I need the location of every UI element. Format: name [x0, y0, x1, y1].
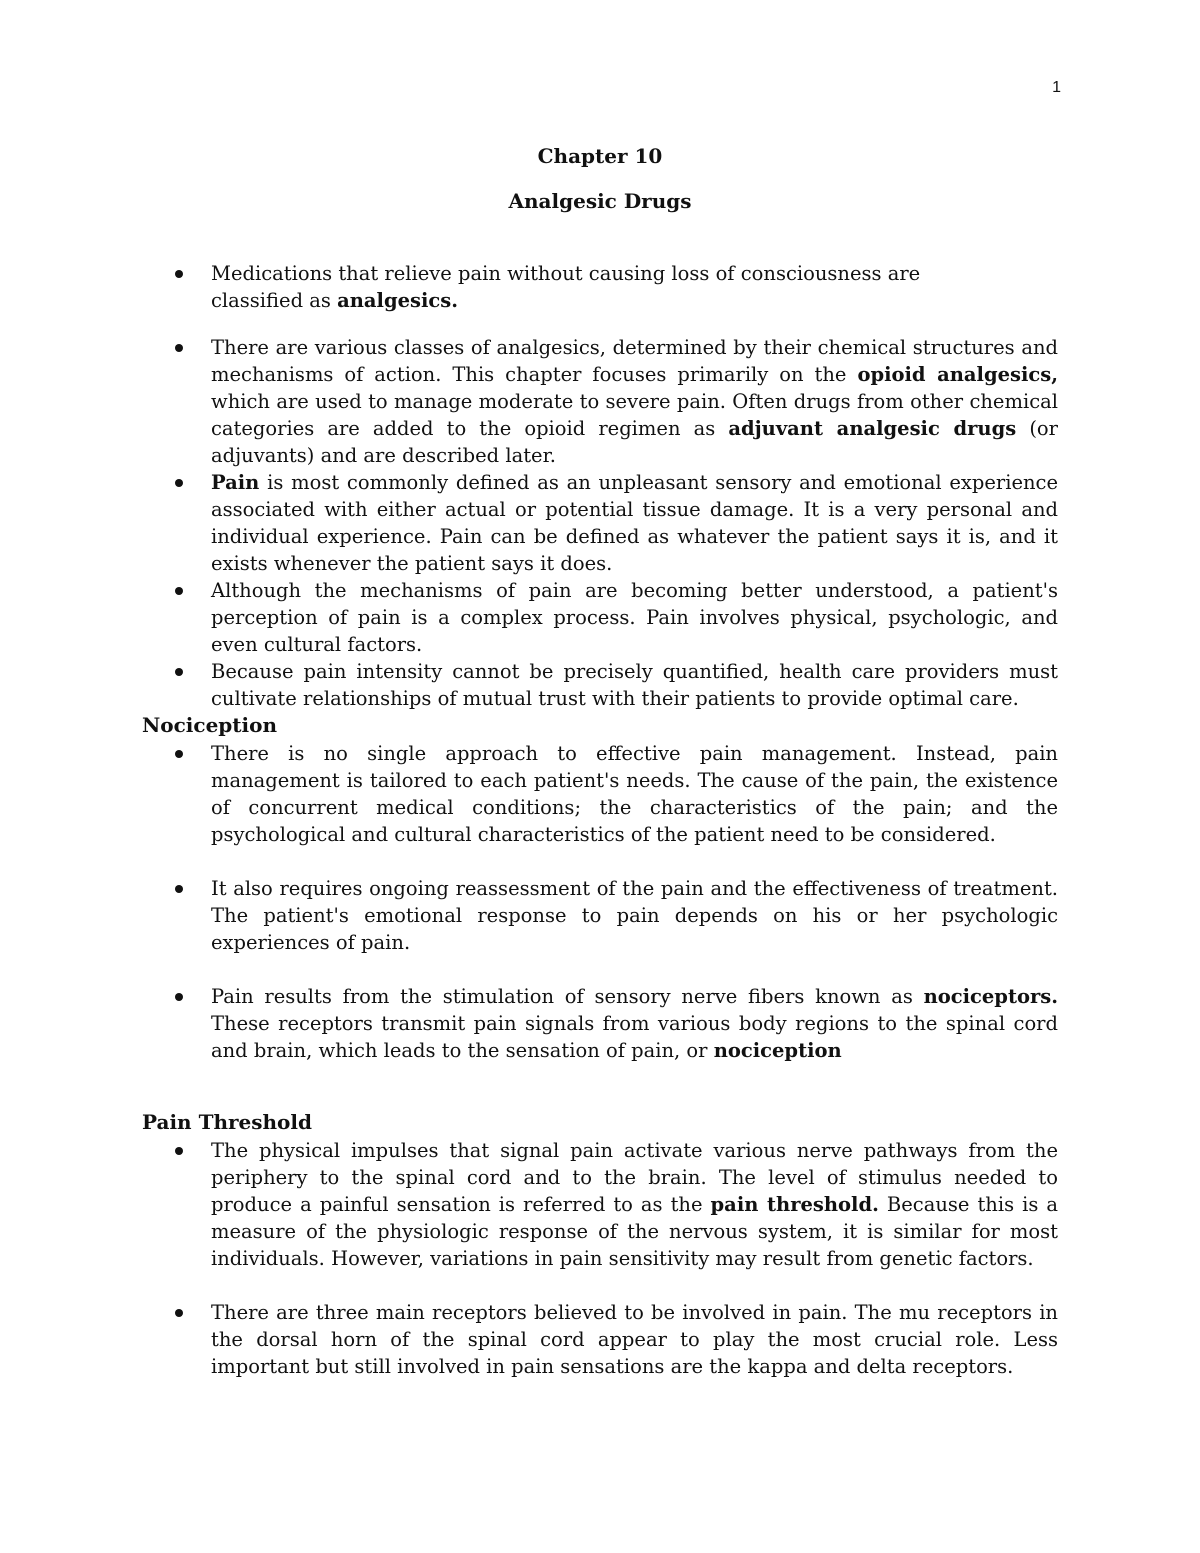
bullet-text: There is no single approach to effective pain management. Instead, pain management is tailored to each patient's needs. The cause of the pain, the existence of concurrent medical conditions; the characteristics of the pain; and the psychological and cultural characteristics of the patient need to be considered.	[211, 742, 1058, 846]
bullet-text: Because this is a measure of the physiologic response of the nervous system, it is similar for most individuals. However, variations in pain sensitivity may result from genetic factors.	[211, 1193, 1058, 1270]
page-number: 1	[1052, 79, 1061, 96]
bullet-text: There are various classes of analgesics, determined by their chemical structures and mechanisms of action. This chapter focuses primarily on the	[211, 336, 1058, 386]
bullet-text: These receptors transmit pain signals from various body regions to the spinal cord and brain, which leads to the sensation of pain, or	[211, 1012, 1058, 1062]
bullet-icon	[175, 750, 183, 758]
bullet-icon	[175, 885, 183, 893]
intro-bullet-list	[211, 260, 1058, 712]
list-item	[211, 1299, 1058, 1380]
chapter-title: Chapter 10	[537, 144, 663, 168]
bullet-text: Medications that relieve pain without causing loss of consciousness are classified as	[211, 262, 921, 312]
section-heading-pain-threshold: Pain Threshold	[142, 1110, 312, 1134]
bullet-icon	[175, 587, 183, 595]
term-analgesics: analgesics.	[337, 289, 459, 312]
bullet-icon	[175, 479, 183, 487]
list-item	[211, 875, 1058, 956]
term-opioid-analgesics: opioid analgesics,	[857, 363, 1059, 386]
chapter-subtitle: Analgesic Drugs	[508, 189, 692, 213]
bullet-icon	[175, 668, 183, 676]
term-nociception: nociception	[713, 1039, 842, 1062]
list-item	[211, 577, 1058, 658]
bullet-text: Pain results from the stimulation of sensory nerve fibers known as	[211, 985, 913, 1008]
bullet-icon	[175, 344, 183, 352]
bullet-text: (or adjuvants) and are described later.	[211, 417, 1058, 467]
term-pain: Pain	[211, 471, 260, 494]
list-item	[211, 658, 1058, 712]
bullet-icon	[175, 1147, 183, 1155]
bullet-text: is most commonly defined as an unpleasant sensory and emotional experience associated with either actual or potential tissue damage. It is a very personal and individual experience. Pain can be defined as whatever the patient says it is, and it exists whenever the patient says it does.	[211, 471, 1059, 575]
list-item	[211, 334, 1058, 469]
list-item	[211, 740, 1058, 848]
bullet-text: Although the mechanisms of pain are becoming better understood, a patient's perception of pain is a complex process. Pain involves physical, psychologic, and even cultural factors.	[211, 579, 1058, 656]
term-adjuvant-analgesic-drugs: adjuvant analgesic drugs	[728, 417, 1017, 440]
list-item	[211, 1137, 1058, 1272]
bullet-text: which are used to manage moderate to severe pain. Often drugs from other chemical categories are added to the opioid regimen as	[211, 390, 1058, 440]
list-item	[211, 260, 1001, 314]
section-heading-nociception: Nociception	[142, 713, 277, 737]
bullet-icon	[175, 993, 183, 1001]
term-pain-threshold: pain threshold.	[710, 1193, 879, 1216]
nociception-bullet-list	[211, 740, 1058, 1064]
term-nociceptors: nociceptors.	[923, 985, 1058, 1008]
bullet-text: The physical impulses that signal pain activate various nerve pathways from the periphery to the spinal cord and to the brain. The level of stimulus needed to produce a painful sensation is referred to as the	[211, 1139, 1058, 1216]
bullet-text: There are three main receptors believed to be involved in pain. The mu receptors in the dorsal horn of the spinal cord appear to play the most crucial role. Less important but still involved in pain sensations are the kappa and delta receptors.	[211, 1301, 1058, 1378]
list-item	[211, 983, 1058, 1064]
bullet-icon	[175, 270, 183, 278]
bullet-text: Because pain intensity cannot be precisely quantified, health care providers must cultivate relationships of mutual trust with their patients to provide optimal care.	[211, 660, 1058, 710]
threshold-bullet-list	[211, 1137, 1058, 1380]
bullet-text: It also requires ongoing reassessment of the pain and the effectiveness of treatment. The patient's emotional response to pain depends on his or her psychologic experiences of pain.	[211, 877, 1058, 954]
list-item	[211, 469, 1058, 577]
bullet-icon	[175, 1309, 183, 1317]
